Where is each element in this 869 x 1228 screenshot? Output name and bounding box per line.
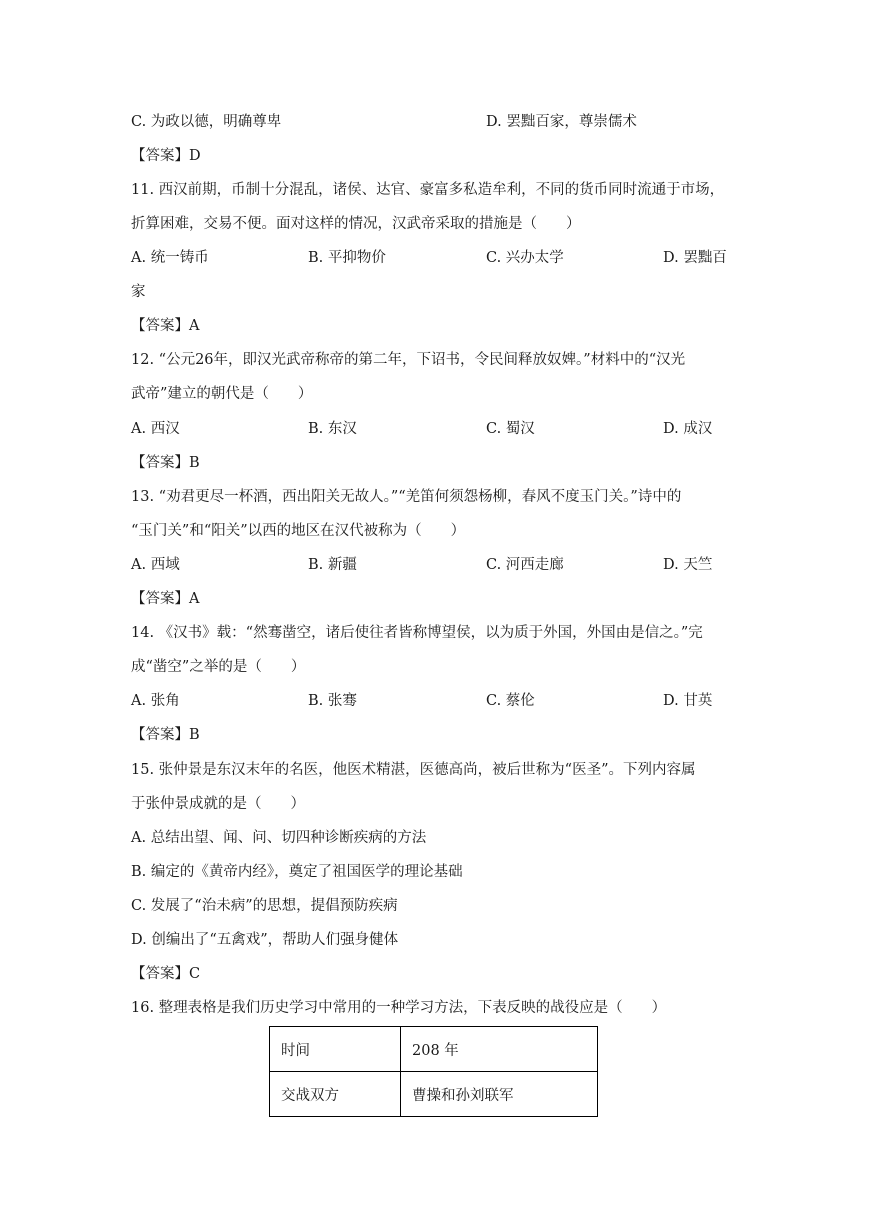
q15-option-b: B. 编定的《黄帝内经》，奠定了祖国医学的理论基础: [131, 864, 463, 880]
q11-option-b: B. 平抑物价: [308, 250, 386, 266]
q14-answer: 【答案】B: [131, 727, 200, 743]
q10-answer: 【答案】D: [131, 148, 201, 164]
q15-option-a: A. 总结出望、闻、问、切四种诊断疾病的方法: [131, 830, 427, 846]
q12-option-a: A. 西汉: [131, 421, 180, 437]
q12-text-line1: 12. “公元26年，即汉光武帝称帝的第二年，下诏书，令民间释放奴婢。”材料中的“汉光: [131, 352, 686, 368]
q11-option-d: D. 罢黜百: [663, 250, 727, 266]
q12-option-b: B. 东汉: [308, 421, 357, 437]
q15-option-d: D. 创编出了“五禽戏”，帮助人们强身健体: [131, 932, 399, 948]
table-cell-parties-label: 交战双方: [270, 1072, 401, 1117]
q12-answer: 【答案】B: [131, 455, 200, 471]
q13-text-line1: 13. “劝君更尽一杯酒，西出阳关无故人。”“羌笛何须怨杨柳，春风不度玉门关。”诗中的: [131, 489, 682, 505]
q11-option-d-wrap: 家: [131, 284, 146, 300]
q13-text-line2: “玉门关”和“阳关”以西的地区在汉代被称为（ ）: [131, 523, 466, 539]
q15-option-c: C. 发展了“治未病”的思想，提倡预防疾病: [131, 898, 398, 914]
q13-option-a: A. 西域: [131, 557, 180, 573]
table-cell-parties-value: 曹操和孙刘联军: [401, 1072, 598, 1117]
q12-text-line2: 武帝”建立的朝代是（ ）: [131, 386, 313, 402]
table-row: [270, 1072, 598, 1117]
q14-text-line1: 14. 《汉书》载：“然骞凿空，诸后使往者皆称博望侯，以为质于外国，外国由是信之。”完: [131, 625, 703, 641]
q14-text-line2: 成“凿空”之举的是（ ）: [131, 659, 306, 675]
q11-text-line1: 11. 西汉前期，币制十分混乱，诸侯、达官、豪富多私造牟利，不同的货币同时流通于市场，: [131, 182, 725, 198]
table-row: [270, 1027, 598, 1072]
table-cell-time-label: 时间: [270, 1027, 401, 1072]
q15-answer: 【答案】C: [131, 966, 201, 982]
q14-option-d: D. 甘英: [663, 693, 713, 709]
q14-option-c: C. 蔡伦: [486, 693, 535, 709]
q12-option-c: C. 蜀汉: [486, 421, 535, 437]
q15-text-line2: 于张仲景成就的是（ ）: [131, 796, 305, 812]
q12-option-d: D. 成汉: [663, 421, 713, 437]
q13-option-b: B. 新疆: [308, 557, 357, 573]
q13-answer: 【答案】A: [131, 591, 200, 607]
battle-info-table: [269, 1026, 598, 1117]
q10-option-c: C. 为政以德，明确尊卑: [131, 114, 282, 130]
q11-option-c: C. 兴办太学: [486, 250, 564, 266]
q13-option-d: D. 天竺: [663, 557, 713, 573]
q13-option-c: C. 河西走廊: [486, 557, 564, 573]
q11-answer: 【答案】A: [131, 318, 200, 334]
q14-option-b: B. 张骞: [308, 693, 357, 709]
q15-text-line1: 15. 张仲景是东汉末年的名医，他医术精湛，医德高尚，被后世称为“医圣”。下列内容属: [131, 762, 696, 778]
q11-option-a: A. 统一铸币: [131, 250, 209, 266]
q14-option-a: A. 张角: [131, 693, 180, 709]
q11-text-line2: 折算困难，交易不便。面对这样的情况，汉武帝采取的措施是（ ）: [131, 216, 581, 232]
q10-option-d: D. 罢黜百家，尊崇儒术: [486, 114, 637, 130]
table-cell-time-value: 208 年: [401, 1027, 598, 1072]
q16-text-line1: 16. 整理表格是我们历史学习中常用的一种学习方法，下表反映的战役应是（ ）: [131, 1000, 667, 1016]
